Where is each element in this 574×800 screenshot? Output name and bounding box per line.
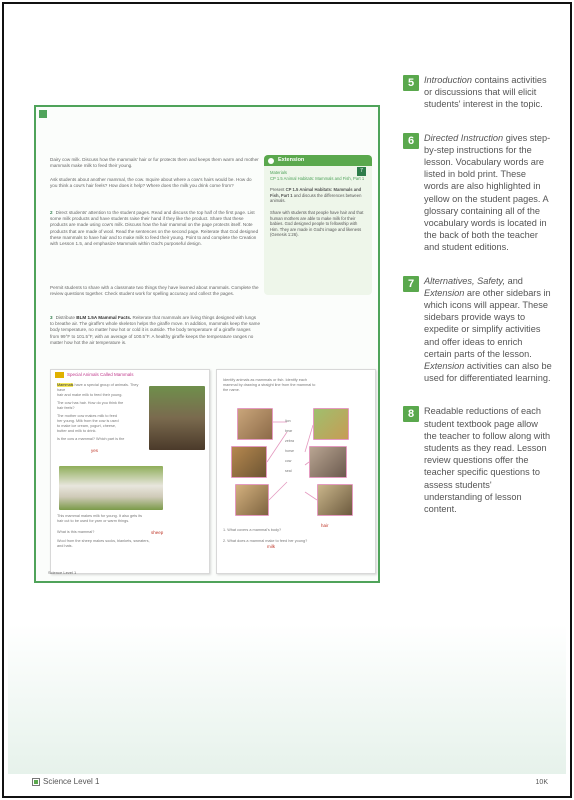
- step-3-text: Reiterate that mammals are living things designed with lungs to breathe air. The giraffe's whole skeleton helps the giraffe move. In addition, mammals keep the same body temperature, no matter how hot or cold it is outside. The body temperature of a giraffe ranges from 99°F to 101.5°F, with an average of 100.5°F. A healthy giraffe keeps the temperature ranges no matter how hot the air temperature is.: [50, 315, 261, 345]
- step-2-number: 2: [50, 210, 53, 215]
- left-line-6: her young. Milk from the cow is used: [57, 419, 119, 423]
- extension-icon: [268, 158, 274, 164]
- extension-number: 7: [357, 167, 366, 176]
- lesson-tag: [55, 372, 64, 378]
- callout-term: Introduction: [424, 75, 473, 85]
- preview-paragraph-3: Permit students to share with a classmate two things they have learned about mammals. Complete the review questions together. Check student work for spelling accuracy and collect the pages.: [50, 285, 259, 297]
- preview-step-3: [50, 315, 260, 346]
- answer-hair: hair: [321, 523, 329, 528]
- left-line-5: The mother cow makes milk to feed: [57, 414, 117, 418]
- footer-title: Science Level 1: [43, 777, 100, 786]
- review-question-2: 2. What does a mammal make to feed her young?: [223, 539, 308, 543]
- right-line-2: mammal by drawing a straight line from the mammal to: [223, 383, 316, 387]
- callout-number: 6: [403, 133, 419, 149]
- callout-number: 7: [403, 276, 419, 292]
- callout-text: activities can also be used for differentiated learning.: [424, 361, 552, 384]
- callout-sidebars: [402, 275, 552, 385]
- extension-present-bold: CP 1.5 Animal Habitats: Mammals and Fish, Part 1: [270, 187, 362, 198]
- callout-number: 5: [403, 75, 419, 91]
- answer-yes: yes: [91, 448, 99, 453]
- callout-number: 8: [403, 406, 419, 422]
- callout-text: Readable reductions of each student textbook page allow the teacher to follow along with students as they read. Lesson review questions offer the teacher specific questions to assess students' understanding of lesson content.: [424, 406, 551, 515]
- left-line-14: and hats.: [57, 544, 73, 548]
- review-question-1: 1. What covers a mammal's body?: [223, 528, 282, 532]
- extension-sidebar: [264, 155, 372, 295]
- left-line-12: What is this mammal?: [57, 530, 95, 534]
- callout-term: Alternatives, Safety,: [424, 275, 506, 286]
- left-line-9: Is the cow a mammal? Which part is the: [57, 437, 125, 441]
- left-line-10: This mammal makes milk for young. It also gets its: [57, 514, 143, 518]
- callout-reductions: [402, 405, 552, 515]
- student-page-left-header: [51, 370, 209, 379]
- callout-list: [402, 74, 552, 536]
- callout-term: Extension: [424, 287, 465, 298]
- answer-sheep: sheep: [151, 530, 164, 535]
- extension-present-rest: and discuss the differences between animals.: [270, 192, 362, 204]
- animal-label: horse: [285, 449, 294, 453]
- preview-paragraph-1: Dairy cow milk. Discuss how the mammals' hair or fur protects them and keeps them warm and mother mammals make milk to feed their young.: [50, 157, 259, 169]
- left-line-8: butter and milk to drink.: [57, 429, 97, 433]
- extension-present: [270, 187, 366, 204]
- vocab-highlight: Mammals: [57, 383, 74, 387]
- preview-footer: Science Level 1: [48, 570, 77, 575]
- step-3-intro: Distribute: [55, 315, 77, 320]
- callout-term: Directed Instruction: [424, 132, 504, 143]
- extension-title: Extension: [278, 157, 305, 163]
- animal-label: bear: [285, 429, 293, 433]
- student-page-left-text: [57, 383, 147, 442]
- right-line-1: Identify animals as mammals or fish. Identify each: [223, 378, 307, 382]
- corner-marker: [39, 110, 47, 118]
- left-line-3: The cow has hair. How do you think the: [57, 401, 124, 405]
- callout-directed-instruction: [402, 132, 552, 254]
- animal-label: lion: [285, 419, 291, 423]
- animal-label: cow: [285, 459, 292, 463]
- left-line-2: hair and make milk to feed their young.: [57, 393, 123, 397]
- animal-label-list: [285, 416, 309, 476]
- animal-label: zebra: [285, 439, 294, 443]
- cow-photo: [149, 386, 205, 450]
- callout-text: and: [505, 275, 523, 286]
- page-number: 10K: [535, 779, 548, 786]
- student-page-left-title: Special Animals Called Mammals: [67, 372, 134, 377]
- sheep-photo: [59, 466, 163, 510]
- page-frame: [2, 2, 572, 798]
- left-line-7: to make ice cream, yogurt, cheese,: [57, 424, 117, 428]
- preview-paragraph-2: Ask students about another mammal, the cow. Inquire about where a cow's hairs would be. How do you think a cow's hair feels? How does it help? Where does the milk you drink come from?: [50, 177, 252, 189]
- step-3-bold: BLM 1.5A Mammal Facts.: [76, 315, 132, 320]
- background-wash: [8, 624, 566, 774]
- student-page-left-bottom: [57, 514, 205, 549]
- extension-share: Share with students that people have hair and that human mothers are able to make milk for their babies. God designed people to fellowship with Him. They are made in God's image and likeness (Genesis 1:26).: [270, 209, 364, 238]
- left-line-1: have a special group of animals. They have: [57, 383, 139, 392]
- extension-materials-item: CP 1.5 Animal Habitats: Mammals and Fish, Part 1: [270, 175, 365, 181]
- callout-text: are other sidebars in which icons will appear. These sidebars provide ways to expedite or simplify activities and offer ideas to enrich certain parts of the lesson.: [424, 287, 551, 359]
- callout-term: Extension: [424, 361, 465, 372]
- right-line-3: the name.: [223, 388, 240, 392]
- extension-header: [264, 155, 372, 166]
- student-page-right: [216, 369, 376, 574]
- preview-step-2: [50, 210, 260, 247]
- callout-text: contains activities or discussions that will elicit students' interest in the topic.: [424, 75, 547, 110]
- animal-label: seal: [285, 469, 292, 473]
- callout-text: gives step-by-step instructions for the lesson. Vocabulary words are listed in bold print. These words are also highlighted in yellow on the student pages. A glossary containing all of the vocabulary words is located in the back of both the teacher and student editions.: [424, 132, 551, 253]
- callout-introduction: [402, 74, 552, 111]
- lesson-page-preview: [34, 105, 380, 583]
- extension-materials: Materials: [270, 170, 287, 175]
- book-icon: [32, 778, 40, 786]
- left-line-11: hair cut to be used for yarn or warm things.: [57, 519, 130, 523]
- left-line-4: hair feels?: [57, 406, 75, 410]
- review-questions: [223, 528, 373, 544]
- step-2-text: Direct students' attention to the student pages. Read and discuss the top half of the first page. List some milk products and have students raise their hand if they like the product. Share that these products are made using cow's milk. Discuss how the hair mammal on the page protects itself. Note products that are made of wool. Read the sentences on the second page. Reiterate that God designed these mammals to have hair and to make milk to feed their young. Point to and complete the Creation with Lesson 1.5, and emphasize Mammals within God's purposeful design.: [50, 210, 259, 247]
- answer-milk: milk: [267, 544, 275, 549]
- extension-present-intro: Present: [270, 187, 286, 193]
- extension-body: [264, 166, 372, 242]
- left-line-13: Wool from the sheep makes socks, blankets, sweaters,: [57, 539, 150, 543]
- step-3-number: 3: [50, 315, 53, 320]
- student-page-left: [50, 369, 210, 574]
- page-footer-left: [32, 777, 99, 786]
